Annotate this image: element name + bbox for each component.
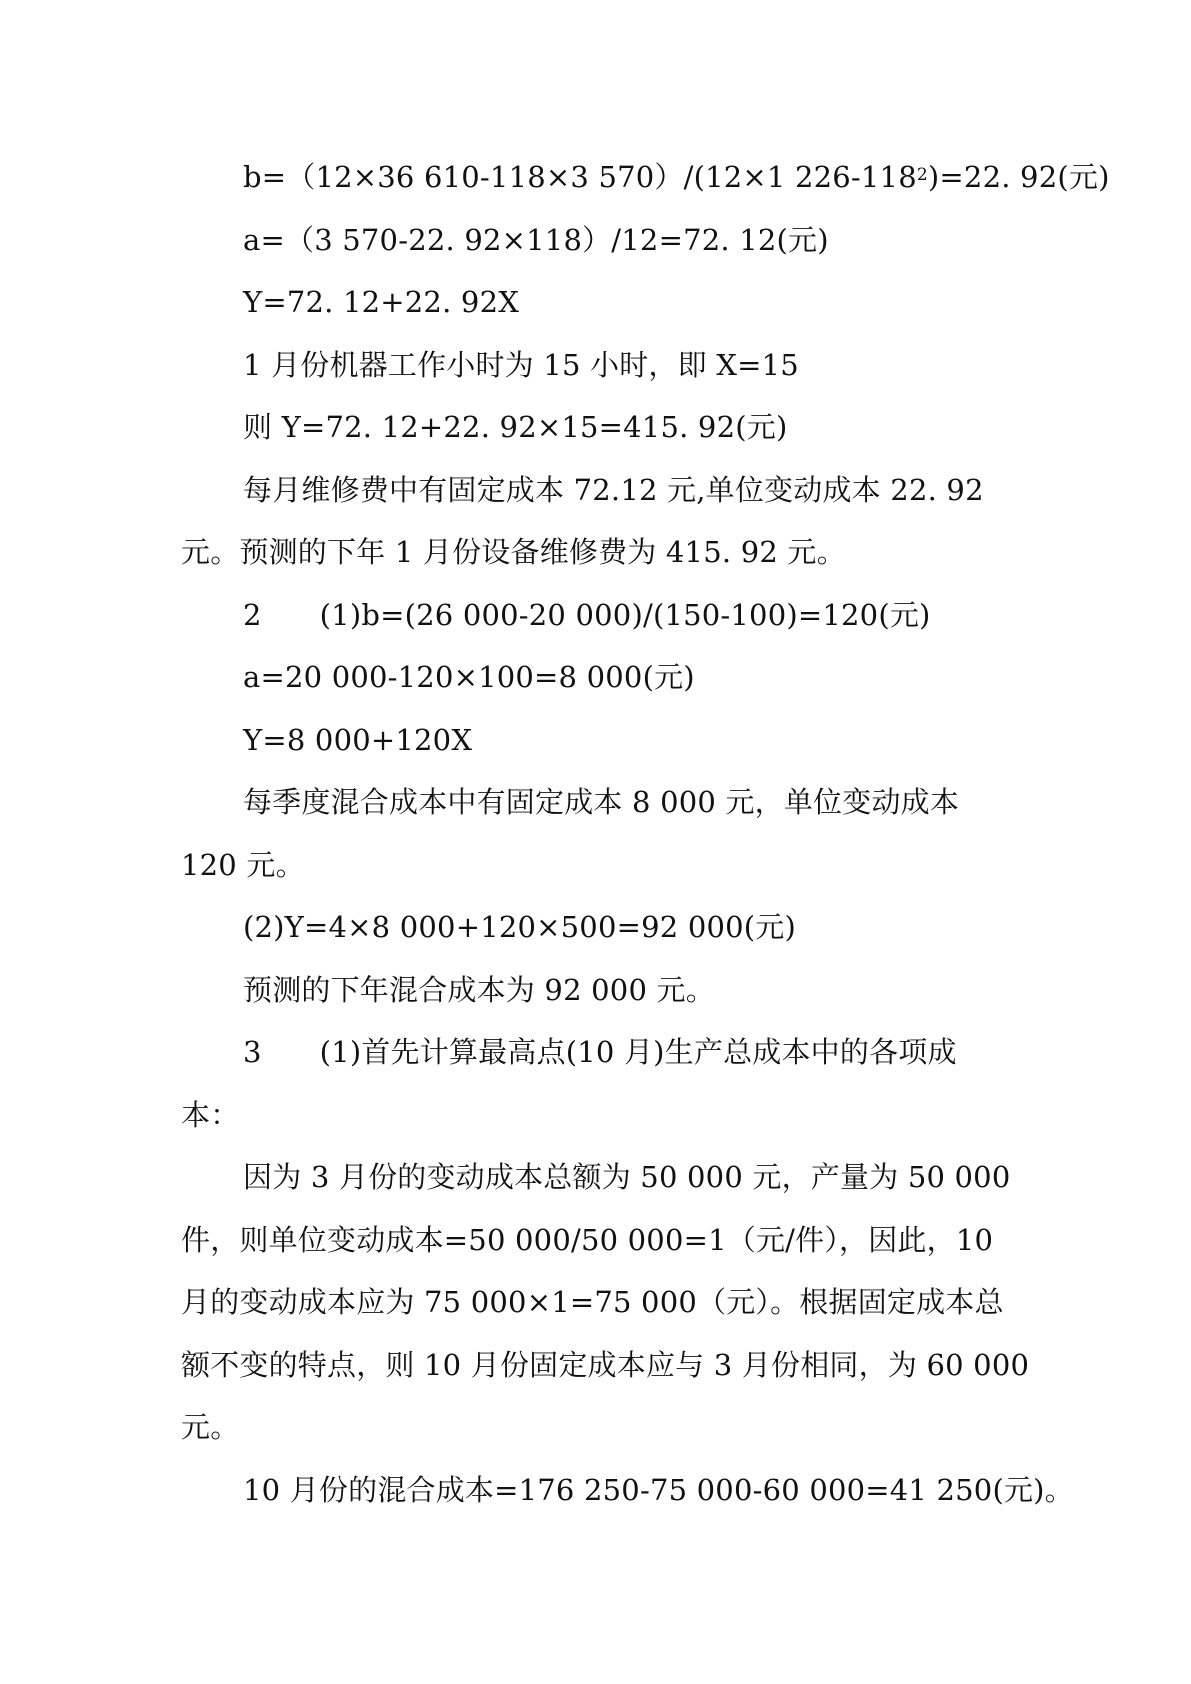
item-heading: 3 (1)首先计算最高点(10 月)生产总成本中的各项成 [243,1035,957,1069]
item-number: 3 [243,1035,262,1069]
formula-line: a=20 000-120×100=8 000(元) [243,660,695,694]
paragraph-line: 预测的下年混合成本为 92 000 元。 [243,972,715,1007]
document-body [181,146,1110,1521]
formula-line: 则 Y=72. 12+22. 92×15=415. 92(元) [243,410,788,444]
paragraph-line: 元。预测的下年 1 月份设备维修费为 415. 92 元。 [181,535,846,569]
formula-line-y: Y=72. 12+22. 92X [243,285,520,319]
item-heading: 2 (1)b=(26 000-20 000)/(150-100)=120(元) [243,597,931,632]
paragraph-line: 120 元。 [181,847,305,882]
paragraph-line: 元。 [181,1410,240,1444]
paragraph-line: 每季度混合成本中有固定成本 8 000 元，单位变动成本 [243,785,960,819]
paragraph-line: 额不变的特点，则 10 月份固定成本应与 3 月份相同，为 60 000 [181,1347,1030,1382]
paragraph-line: 本： [181,1097,240,1132]
paragraph-line: 因为 3 月份的变动成本总额为 50 000 元，产量为 50 000 [243,1160,1011,1194]
formula-line: (2)Y=4×8 000+120×500=92 000(元) [243,910,796,944]
paragraph-line: 月的变动成本应为 75 000×1=75 000（元）。根据固定成本总 [181,1285,1004,1319]
text-line: 1 月份机器工作小时为 15 小时，即 X=15 [243,347,799,382]
paragraph-line: 10 月份的混合成本=176 250-75 000-60 000=41 250(元)。 [243,1472,1074,1507]
formula-line: Y=8 000+120X [243,722,473,757]
formula-line-b: b=（12×36 610-118×3 570）/(12×1 $226-118^2)=22$. 92(元) [243,160,1110,194]
formula-line-a: a=（3 570-22. 92×118）/12=72. 12(元) [243,222,829,257]
exponent: 2 [916,165,928,185]
paragraph-line: 件，则单位变动成本=50 000/50 000=1（元/件），因此，10 [181,1222,994,1257]
paragraph-line: 每月维修费中有固定成本 72.12 元,单位变动成本 22. 92 [243,472,984,507]
item-number: 2 [243,597,262,632]
